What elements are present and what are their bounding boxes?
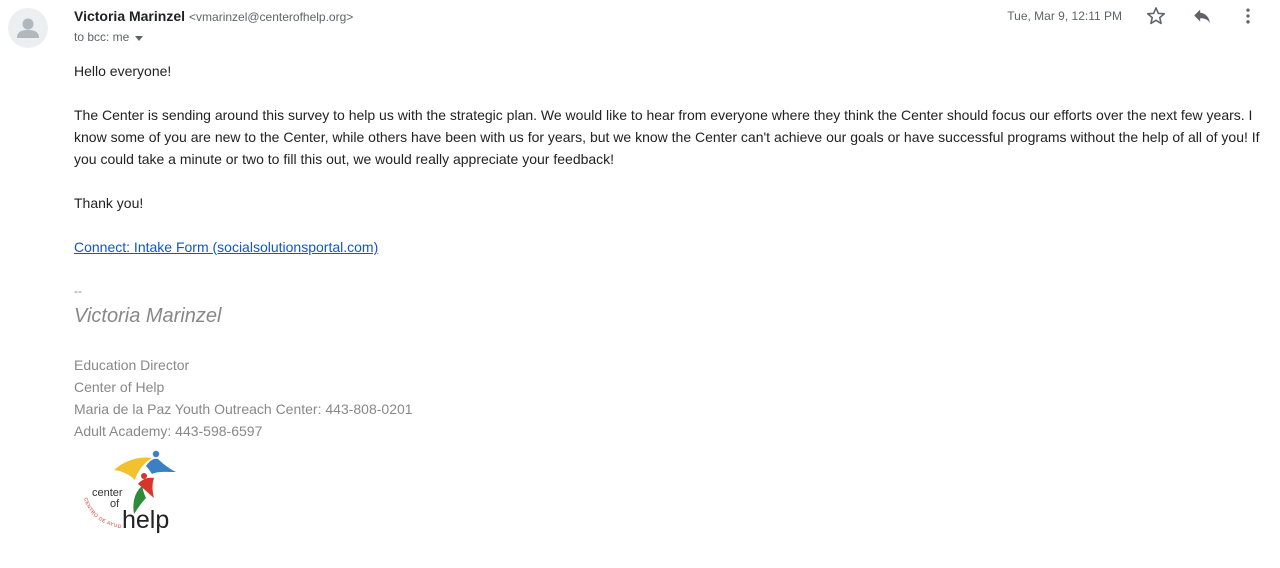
sender-email: <vmarinzel@centerofhelp.org> xyxy=(189,10,354,24)
svg-text:help: help xyxy=(122,506,170,534)
header-actions xyxy=(1007,6,1280,26)
intake-form-link[interactable]: Connect: Intake Form (socialsolutionsportal.com) xyxy=(74,239,379,255)
star-button[interactable] xyxy=(1144,4,1168,28)
sender-line xyxy=(74,6,353,27)
signature-line-2: Adult Academy: 443-598-6597 xyxy=(74,423,263,439)
message-date: Tue, Mar 9, 12:11 PM xyxy=(1007,9,1122,23)
more-options-button[interactable] xyxy=(1236,4,1260,28)
signature-separator: -- xyxy=(74,284,82,298)
reply-icon xyxy=(1191,5,1213,27)
recipient-label: to bcc: me xyxy=(74,30,130,44)
signature-line-1: Maria de la Paz Youth Outreach Center: 443-808-0201 xyxy=(74,401,413,417)
signature-details xyxy=(74,354,413,442)
link-paragraph xyxy=(74,236,378,258)
svg-text:CENTRO DE AYUDA: CENTRO DE AYUD xyxy=(82,496,123,531)
thanks-text: Thank you! xyxy=(74,195,144,211)
center-of-help-logo xyxy=(80,446,190,536)
sender-avatar[interactable] xyxy=(8,8,48,48)
svg-text:of: of xyxy=(110,498,120,510)
svg-text:center: center xyxy=(92,487,123,499)
recipient-details-toggle[interactable] xyxy=(74,28,143,46)
more-vertical-icon xyxy=(1238,6,1258,26)
signature-name: Victoria Marinzel xyxy=(74,305,222,327)
star-outline-icon xyxy=(1145,5,1167,27)
signature-title: Education Director xyxy=(74,357,190,373)
chevron-down-icon xyxy=(135,36,143,41)
signature-organization: Center of Help xyxy=(74,379,165,395)
greeting-text: Hello everyone! xyxy=(74,63,172,79)
person-avatar-icon xyxy=(8,8,48,48)
sender-name[interactable]: Victoria Marinzel xyxy=(74,8,186,24)
reply-button[interactable] xyxy=(1190,4,1214,28)
main-paragraph: The Center is sending around this survey to help us with the strategic plan. We would like to hear from everyone where they think the Center should focus our efforts over the next few years. I know some of you are new to the Center, while others have been with us for years, but we know the Center can't achieve our goals or have successful programs without the help of all of you! If you could take a minute or two to fill this out, we would really appreciate your feedback! xyxy=(74,107,1260,167)
message-header xyxy=(74,6,1280,50)
